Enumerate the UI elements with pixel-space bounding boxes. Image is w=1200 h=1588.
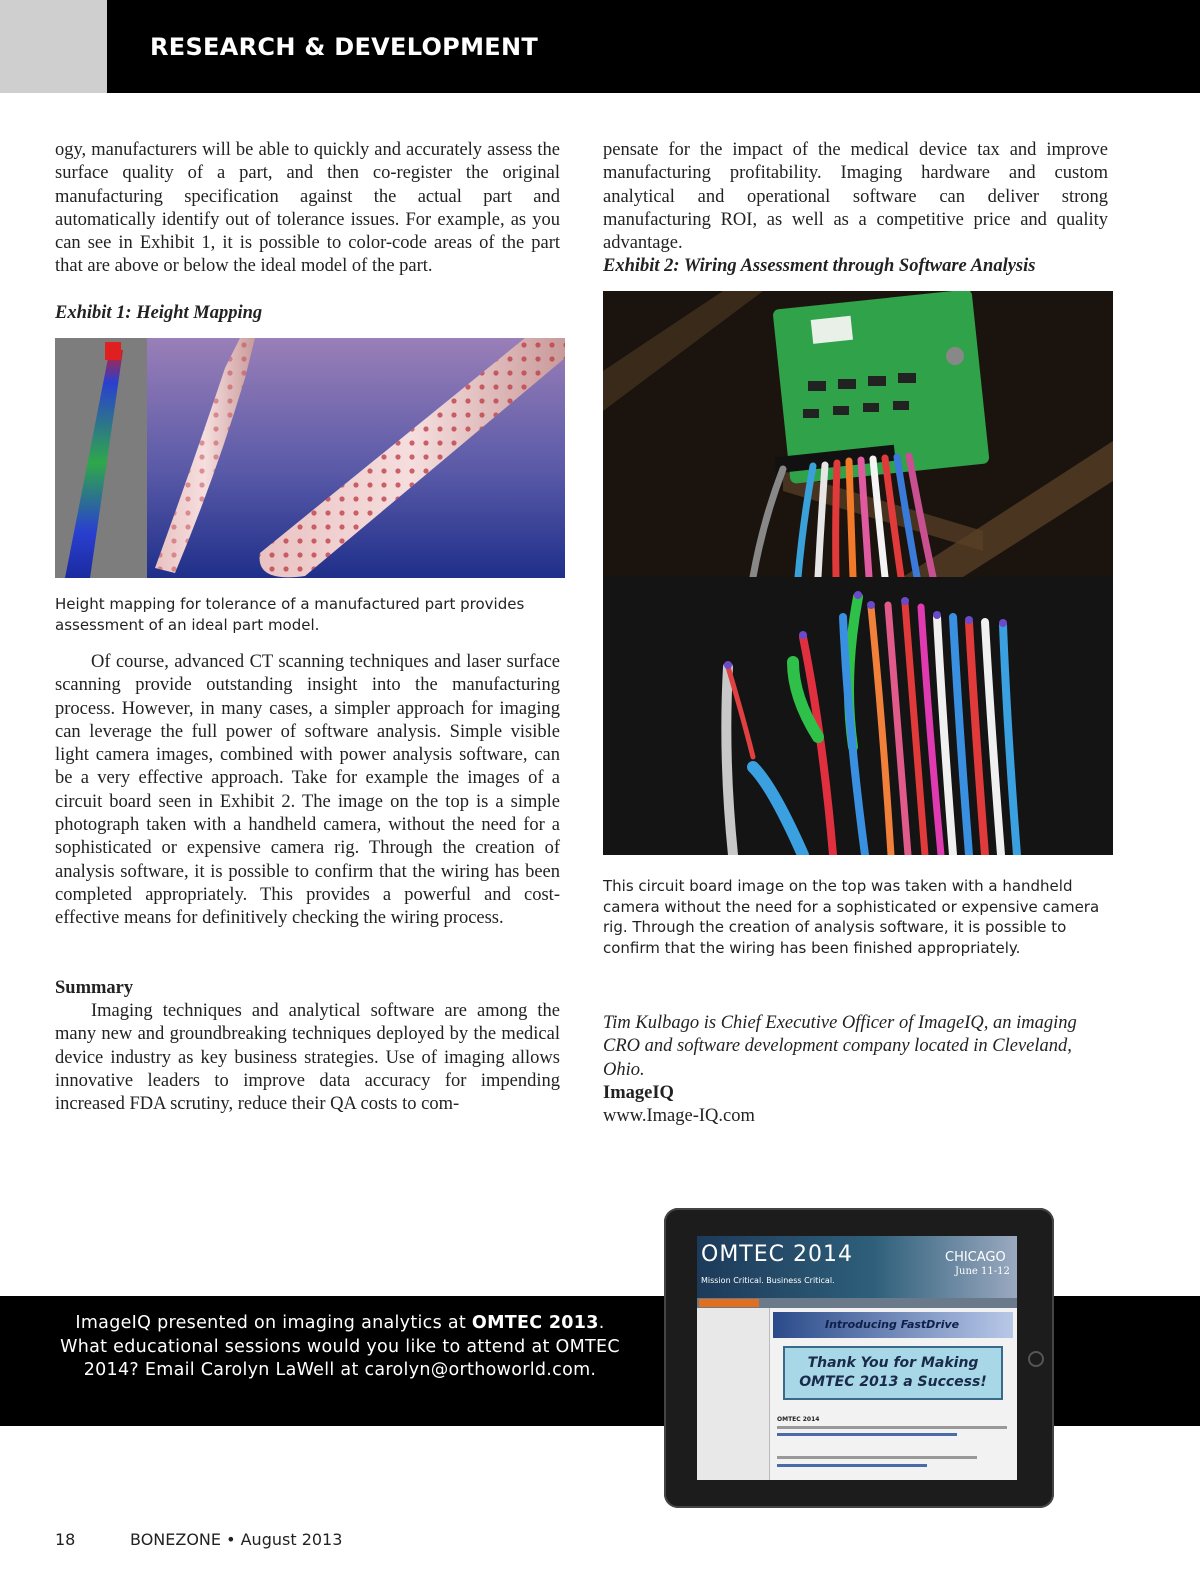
- exhibit-2-analysis: [603, 577, 1113, 855]
- exhibit-2-photo: [603, 291, 1113, 577]
- left-paragraph-1: ogy, manufacturers will be able to quickly and accurately assess the surface quality of a part, and then co-register the original manufacturing specification against the actual part and automatically identify out of tolerance issues. For example, as you can see in Exhibit 1, it is possible to color-code areas of the part that are above or below the ideal model of the part.: [55, 140, 560, 277]
- thanks-line2: OMTEC 2013 a Success!: [799, 1374, 987, 1390]
- thanks-line1: Thank You for Making: [807, 1355, 979, 1371]
- site-tagline: Mission Critical. Business Critical.: [701, 1276, 835, 1285]
- promo-period: .: [598, 1313, 605, 1333]
- company-website[interactable]: www.Image-IQ.com: [603, 1106, 755, 1126]
- summary-paragraph: Imaging techniques and analytical software are among the many new and groundbreaking techniques deployed by the medical device industry as key business strategies. Use of imaging allows innovative leaders to improve data accuracy for impending increased FDA scrutiny, reduce their QA costs to com-: [55, 1001, 560, 1115]
- exhibit-2-caption: This circuit board image on the top was taken with a handheld camera without the need for a sophisticated or expensive camera rig. Through the creation of analysis software, it is possible to confirm that the wiring has been finished appropriately.: [603, 877, 1100, 957]
- promo-event: OMTEC 2013: [471, 1313, 599, 1333]
- left-column: [55, 139, 560, 279]
- banner-text: Introducing FastDrive: [825, 1318, 960, 1331]
- site-dates: June 11-12: [955, 1266, 1010, 1277]
- promo-line1: ImageIQ presented on imaging analytics at: [75, 1313, 472, 1333]
- promo-question: What educational sessions would you like to attend at OMTEC 2014? Email Carolyn LaWell at carolyn@orthoworld.com.: [60, 1336, 620, 1381]
- header-grey-block: [0, 0, 107, 93]
- promo-text: [60, 1312, 620, 1383]
- tablet-screen: [697, 1236, 1017, 1480]
- tablet-home-button: [1028, 1351, 1044, 1367]
- author-bio: Tim Kulbago is Chief Executive Officer of ImageIQ, an imaging CRO and software development company located in Cleveland, Ohio.: [603, 1013, 1077, 1080]
- site-banner: [773, 1312, 1013, 1338]
- exhibit-1-caption: Height mapping for tolerance of a manufactured part provides assessment of an ideal part model.: [55, 595, 525, 634]
- tablet-mockup: [664, 1208, 1054, 1508]
- exhibit-1-title: Exhibit 1: Height Mapping: [55, 303, 263, 323]
- exhibit-2-title: Exhibit 2: Wiring Assessment through Software Analysis: [603, 256, 1036, 276]
- site-sidebar: [697, 1308, 770, 1480]
- right-paragraph-1: pensate for the impact of the medical device tax and improve manufacturing profitability. Imaging hardware and custom analytical and operational software can deliver strong manufacturing ROI, as well as a competitive price and quality advantage.: [603, 140, 1108, 254]
- thank-you-box: [783, 1346, 1003, 1400]
- publication-info: BONEZONE • August 2013: [130, 1530, 343, 1549]
- summary-heading: Summary: [55, 978, 134, 998]
- site-section-title: OMTEC 2014: [777, 1416, 820, 1423]
- section-title: RESEARCH & DEVELOPMENT: [150, 33, 538, 61]
- company-name: ImageIQ: [603, 1083, 674, 1103]
- site-logo: OMTEC 2014: [701, 1242, 853, 1267]
- page-number: 18: [55, 1530, 76, 1549]
- site-city: CHICAGO: [945, 1250, 1006, 1265]
- exhibit-1-image: [55, 338, 565, 578]
- site-nav[interactable]: [697, 1298, 1017, 1308]
- left-paragraph-2: Of course, advanced CT scanning techniques and laser surface scanning provide outstanding insight into the manufacturing process. However, in many cases, a simpler approach for imaging can leverage the full power of software analysis. Simple visible light camera images, combined with power analysis software, can be a very effective approach. Take for example the images of a circuit board seen in Exhibit 2. The image on the top is a simple photograph taken with a handheld camera, without the need for a sophisticated or expensive camera rig. Through the creation of analysis software, it is possible to confirm that the wiring has been completed appropriately. This provides a powerful and cost-effective means for definitively checking the wiring process.: [55, 652, 560, 929]
